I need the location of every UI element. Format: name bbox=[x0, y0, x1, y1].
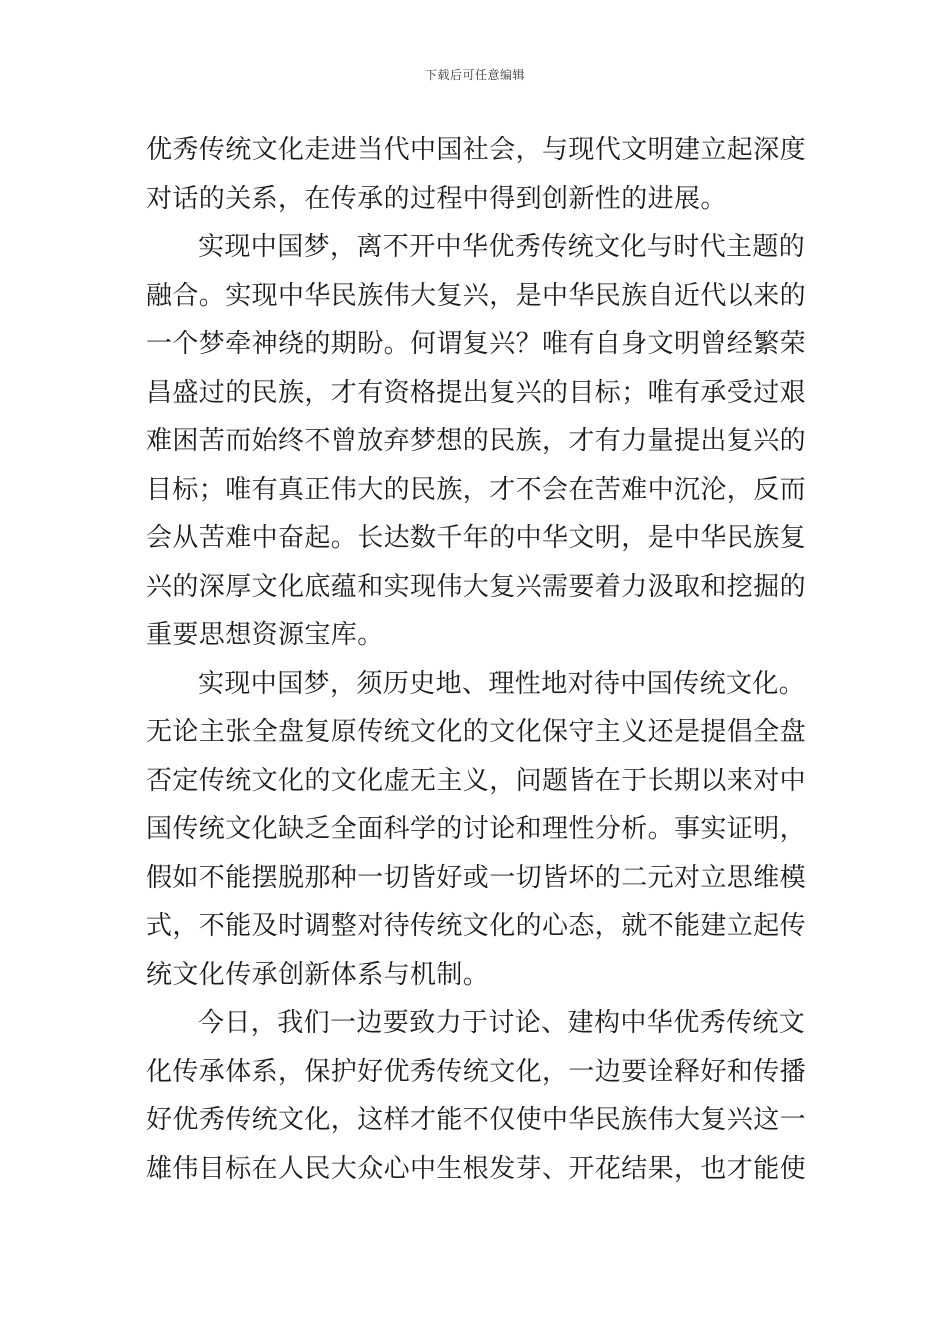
text-line: 统文化传承创新体系与机制。 bbox=[146, 959, 490, 990]
text-line: 昌盛过的民族，才有资格提出复兴的目标；唯有承受过艰 bbox=[146, 377, 807, 408]
text-line: 国传统文化缺乏全面科学的讨论和理性分析。事实证明， bbox=[146, 814, 807, 844]
text-line: 实现中国梦，离不开中华优秀传统文化与时代主题的 bbox=[198, 232, 806, 262]
text-line: 无论主张全盘复原传统文化的文化保守主义还是提倡全盘 bbox=[146, 717, 807, 747]
text-line: 化传承体系，保护好优秀传统文化，一边要诠释好和传播 bbox=[146, 1056, 807, 1087]
paragraph-3 bbox=[146, 660, 808, 1000]
text-line: 雄伟目标在人民大众心中生根发芽、开花结果，也才能使 bbox=[146, 1153, 807, 1184]
text-line: 优秀传统文化走进当代中国社会，与现代文明建立起深度 bbox=[146, 135, 807, 165]
text-line: 实现中国梦，须历史地、理性地对待中国传统文化。 bbox=[198, 668, 806, 699]
paragraph-1 bbox=[146, 126, 808, 223]
text-line: 式，不能及时调整对待传统文化的心态，就不能建立起传 bbox=[146, 911, 807, 941]
text-line: 重要思想资源宝库。 bbox=[146, 620, 384, 650]
paragraph-2 bbox=[146, 223, 808, 660]
text-line: 对话的关系，在传承的过程中得到创新性的进展。 bbox=[146, 183, 727, 214]
text-line: 融合。实现中华民族伟大复兴，是中华民族自近代以来的 bbox=[146, 280, 807, 311]
text-line: 假如不能摆脱那种一切皆好或一切皆坏的二元对立思维模 bbox=[146, 862, 807, 893]
text-line: 会从苦难中奋起。长达数千年的中华文明，是中华民族复 bbox=[146, 523, 807, 553]
text-line: 一个梦牵神绕的期盼。何谓复兴？唯有自身文明曾经繁荣 bbox=[146, 329, 807, 359]
text-line: 好优秀传统文化，这样才能不仅使中华民族伟大复兴这一 bbox=[146, 1105, 807, 1135]
document-body bbox=[146, 126, 808, 1193]
paragraph-4 bbox=[146, 999, 808, 1193]
text-line: 兴的深厚文化底蕴和实现伟大复兴需要着力汲取和挖掘的 bbox=[146, 571, 807, 602]
text-line: 难困苦而始终不曾放弃梦想的民族，才有力量提出复兴的 bbox=[146, 426, 807, 456]
text-line: 否定传统文化的文化虚无主义，问题皆在于长期以来对中 bbox=[146, 765, 807, 796]
page-header: 下载后可任意编辑 bbox=[424, 68, 525, 82]
text-line: 目标；唯有真正伟大的民族，才不会在苦难中沉沦，反而 bbox=[146, 474, 807, 505]
text-line: 今日，我们一边要致力于讨论、建构中华优秀传统文 bbox=[198, 1008, 806, 1038]
